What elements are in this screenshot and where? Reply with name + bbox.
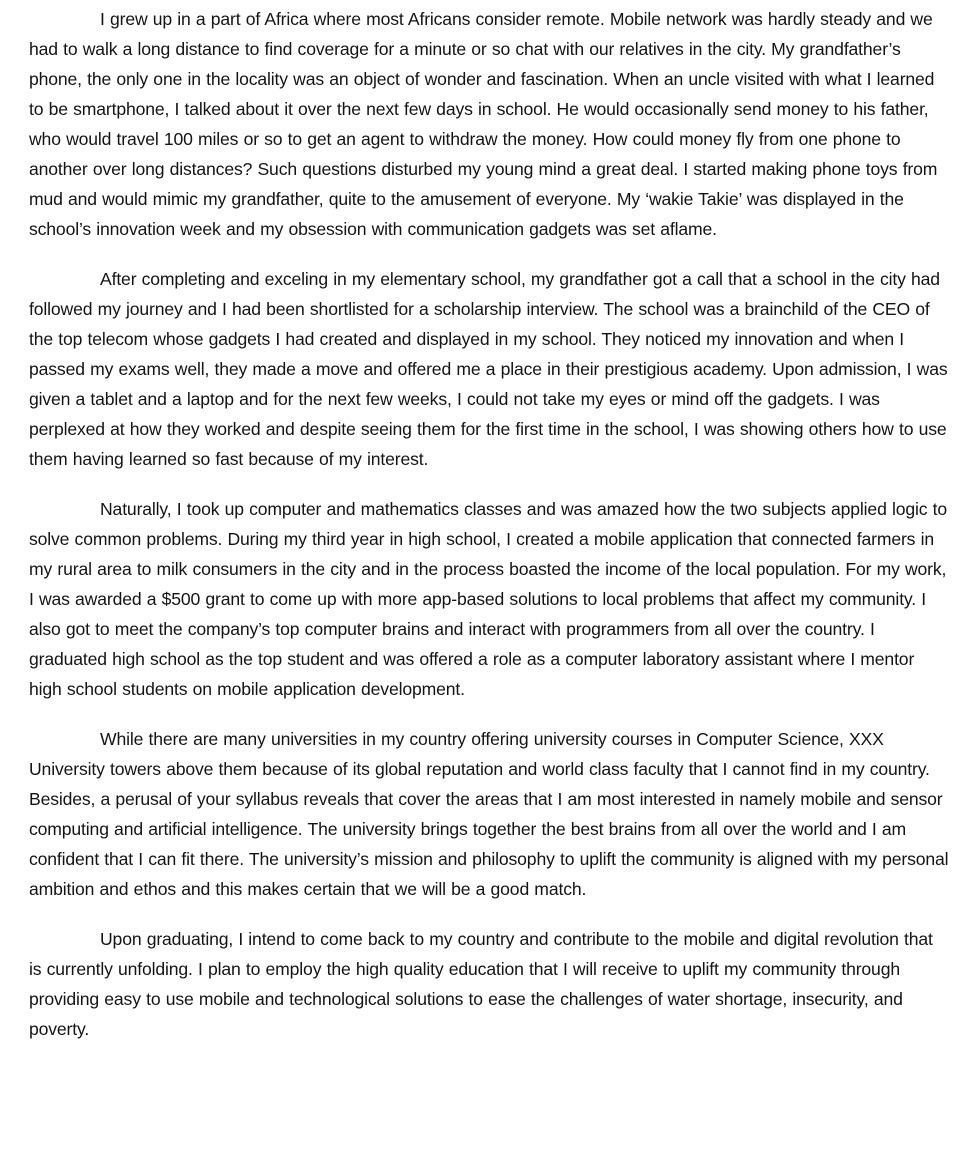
paragraph-scholarship: After completing and exceling in my elementary school, my grandfather got a call that a school in the city had followed my journey and I had been shortlisted for a scholarship interview. The school was a brainchild of the CEO of the top telecom whose gadgets I had created and displayed in my school. They noticed my innovation and when I passed my exams well, they made a move and offered me a place in their prestigious academy. Upon admission, I was given a tablet and a laptop and for the next few weeks, I could not take my eyes or mind off the gadgets. I was perplexed at how they worked and despite seeing them for the first time in the school, I was showing others how to use them having learned so fast because of my interest. xyxy=(29,269,948,469)
paragraph-childhood: I grew up in a part of Africa where most Africans consider remote. Mobile network was hardly steady and we had to walk a long distance to find coverage for a minute or so chat with our relatives in the city. My grandfather’s phone, the only one in the locality was an object of wonder and fascination. When an uncle visited with what I learned to be smartphone, I talked about it over the next few days in school. He would occasionally send money to his father, who would travel 100 miles or so to get an agent to withdraw the money. How could money fly from one phone to another over long distances? Such questions disturbed my young mind a great deal. I started making phone toys from mud and would mimic my grandfather, quite to the amusement of everyone. My ‘wakie Takie’ was displayed in the school’s innovation week and my obsession with communication gadgets was set aflame. xyxy=(29,9,938,239)
essay-document xyxy=(29,4,949,1044)
paragraph-high-school: Naturally, I took up computer and mathematics classes and was amazed how the two subjects applied logic to solve common problems. During my third year in high school, I created a mobile application that connected farmers in my rural area to milk consumers in the city and in the process boasted the income of the local population. For my work, I was awarded a $500 grant to come up with more app-based solutions to local problems that affect my community. I also got to meet the company’s top computer brains and interact with programmers from all over the country. I graduated high school as the top student and was offered a role as a computer laboratory assistant where I mentor high school students on mobile application development. xyxy=(29,499,947,699)
paragraph-future-plans: Upon graduating, I intend to come back to my country and contribute to the mobile and digital revolution that is currently unfolding. I plan to employ the high quality education that I will receive to uplift my community through providing easy to use mobile and technological solutions to ease the challenges of water shortage, insecurity, and poverty. xyxy=(29,929,933,1039)
paragraph-university-choice: While there are many universities in my country offering university courses in Computer Science, XXX University towers above them because of its global reputation and world class faculty that I cannot find in my country. Besides, a perusal of your syllabus reveals that cover the areas that I am most interested in namely mobile and sensor computing and artificial intelligence. The university brings together the best brains from all over the world and I am confident that I can fit there. The university’s mission and philosophy to uplift the community is aligned with my personal ambition and ethos and this makes certain that we will be a good match. xyxy=(29,729,949,899)
